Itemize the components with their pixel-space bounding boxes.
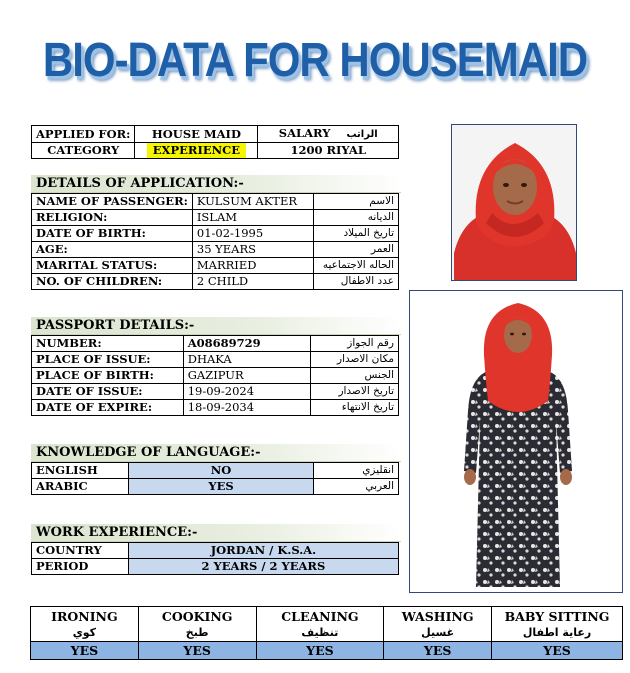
skill-label-ar: طبخ [138,625,256,642]
language-table [31,462,399,495]
salary-label: SALARY [278,126,331,140]
application-label: NO. OF CHILDREN: [32,274,193,290]
skill-value: YES [256,642,384,660]
passport-value: 19-09-2024 [183,384,311,400]
application-label: RELIGION: [32,210,193,226]
skills-en-row [31,607,623,625]
category-label: CATEGORY [32,143,135,159]
passport-label-ar: مكان الاصدار [311,352,399,368]
application-row [32,258,399,274]
skill-value: YES [384,642,492,660]
application-label: AGE: [32,242,193,258]
application-value: 01-02-1995 [192,226,313,242]
skill-label: BABY SITTING [492,607,623,625]
skill-value: YES [138,642,256,660]
application-row [32,242,399,258]
salary-label-cell [258,126,399,143]
applied-for-table [31,125,399,159]
application-label-ar: تاريخ الميلاد [313,226,398,242]
language-label: ENGLISH [32,463,129,479]
passport-label: DATE OF ISSUE: [32,384,184,400]
application-label-ar: الديانه [313,210,398,226]
application-label: NAME OF PASSENGER: [32,194,193,210]
full-body-photo [409,290,623,593]
salary-label-ar: الراتب [346,129,378,140]
skill-label: CLEANING [256,607,384,625]
work-row [32,543,399,559]
work-value: JORDAN / K.S.A. [128,543,398,559]
passport-heading: PASSPORT DETAILS:- [31,317,401,335]
passport-row [32,384,399,400]
skills-table [30,606,623,660]
skill-label-ar: غسيل [384,625,492,642]
application-label-ar: الحاله الاجتماعيه [313,258,398,274]
skill-label-ar: رعاية اطفال [492,625,623,642]
applied-for-label: APPLIED FOR: [32,126,135,143]
passport-label-ar: الجنس [311,368,399,384]
passport-label-ar: رقم الجواز [311,336,399,352]
application-label: MARITAL STATUS: [32,258,193,274]
language-label-ar: انقليزي [314,463,399,479]
language-heading: KNOWLEDGE OF LANGUAGE:- [31,444,401,462]
skill-label-ar: كوي [31,625,139,642]
passport-value: GAZIPUR [183,368,311,384]
passport-value: DHAKA [183,352,311,368]
application-label-ar: الاسم [313,194,398,210]
application-label: DATE OF BIRTH: [32,226,193,242]
language-row [32,463,399,479]
work-label: COUNTRY [32,543,129,559]
skill-label: COOKING [138,607,256,625]
passport-label: DATE OF EXPIRE: [32,400,184,416]
work-value: 2 YEARS / 2 YEARS [128,559,398,575]
application-value: KULSUM AKTER [192,194,313,210]
skill-value: YES [31,642,139,660]
passport-row [32,368,399,384]
passport-label-ar: تاريخ الانتهاء [311,400,399,416]
work-heading: WORK EXPERIENCE:- [31,524,401,542]
application-label-ar: العمر [313,242,398,258]
application-row [32,274,399,290]
category-value: EXPERIENCE [147,143,246,158]
passport-row [32,352,399,368]
skills-value-row [31,642,623,660]
skill-label: WASHING [384,607,492,625]
application-label-ar: عدد الاطفال [313,274,398,290]
applied-for-value: HOUSE MAID [135,126,258,143]
work-row [32,559,399,575]
skills-ar-row [31,625,623,642]
passport-label: NUMBER: [32,336,184,352]
passport-value: A08689729 [183,336,311,352]
passport-label: PLACE OF BIRTH: [32,368,184,384]
category-value-cell [135,143,258,159]
language-label-ar: العربي [314,479,399,495]
application-row [32,210,399,226]
skill-label-ar: تنظيف [256,625,384,642]
application-value: MARRIED [192,258,313,274]
language-row [32,479,399,495]
full-body-illustration [410,291,623,593]
work-label: PERIOD [32,559,129,575]
page-title: BIO-DATA FOR HOUSEMAID [42,32,588,87]
application-value: 35 YEARS [192,242,313,258]
skill-label: IRONING [31,607,139,625]
passport-label-ar: تاريخ الاصدار [311,384,399,400]
passport-row [32,400,399,416]
portrait-photo [451,124,577,281]
language-value: NO [128,463,313,479]
salary-value: 1200 RIYAL [258,143,399,159]
application-table [31,193,399,290]
application-row [32,194,399,210]
work-table [31,542,399,575]
passport-value: 18-09-2034 [183,400,311,416]
portrait-illustration [452,125,577,281]
application-value: 2 CHILD [192,274,313,290]
language-label: ARABIC [32,479,129,495]
language-value: YES [128,479,313,495]
passport-row [32,336,399,352]
application-value: ISLAM [192,210,313,226]
skill-value: YES [492,642,623,660]
application-row [32,226,399,242]
passport-label: PLACE OF ISSUE: [32,352,184,368]
application-heading: DETAILS OF APPLICATION:- [31,175,401,193]
passport-table [31,335,399,416]
